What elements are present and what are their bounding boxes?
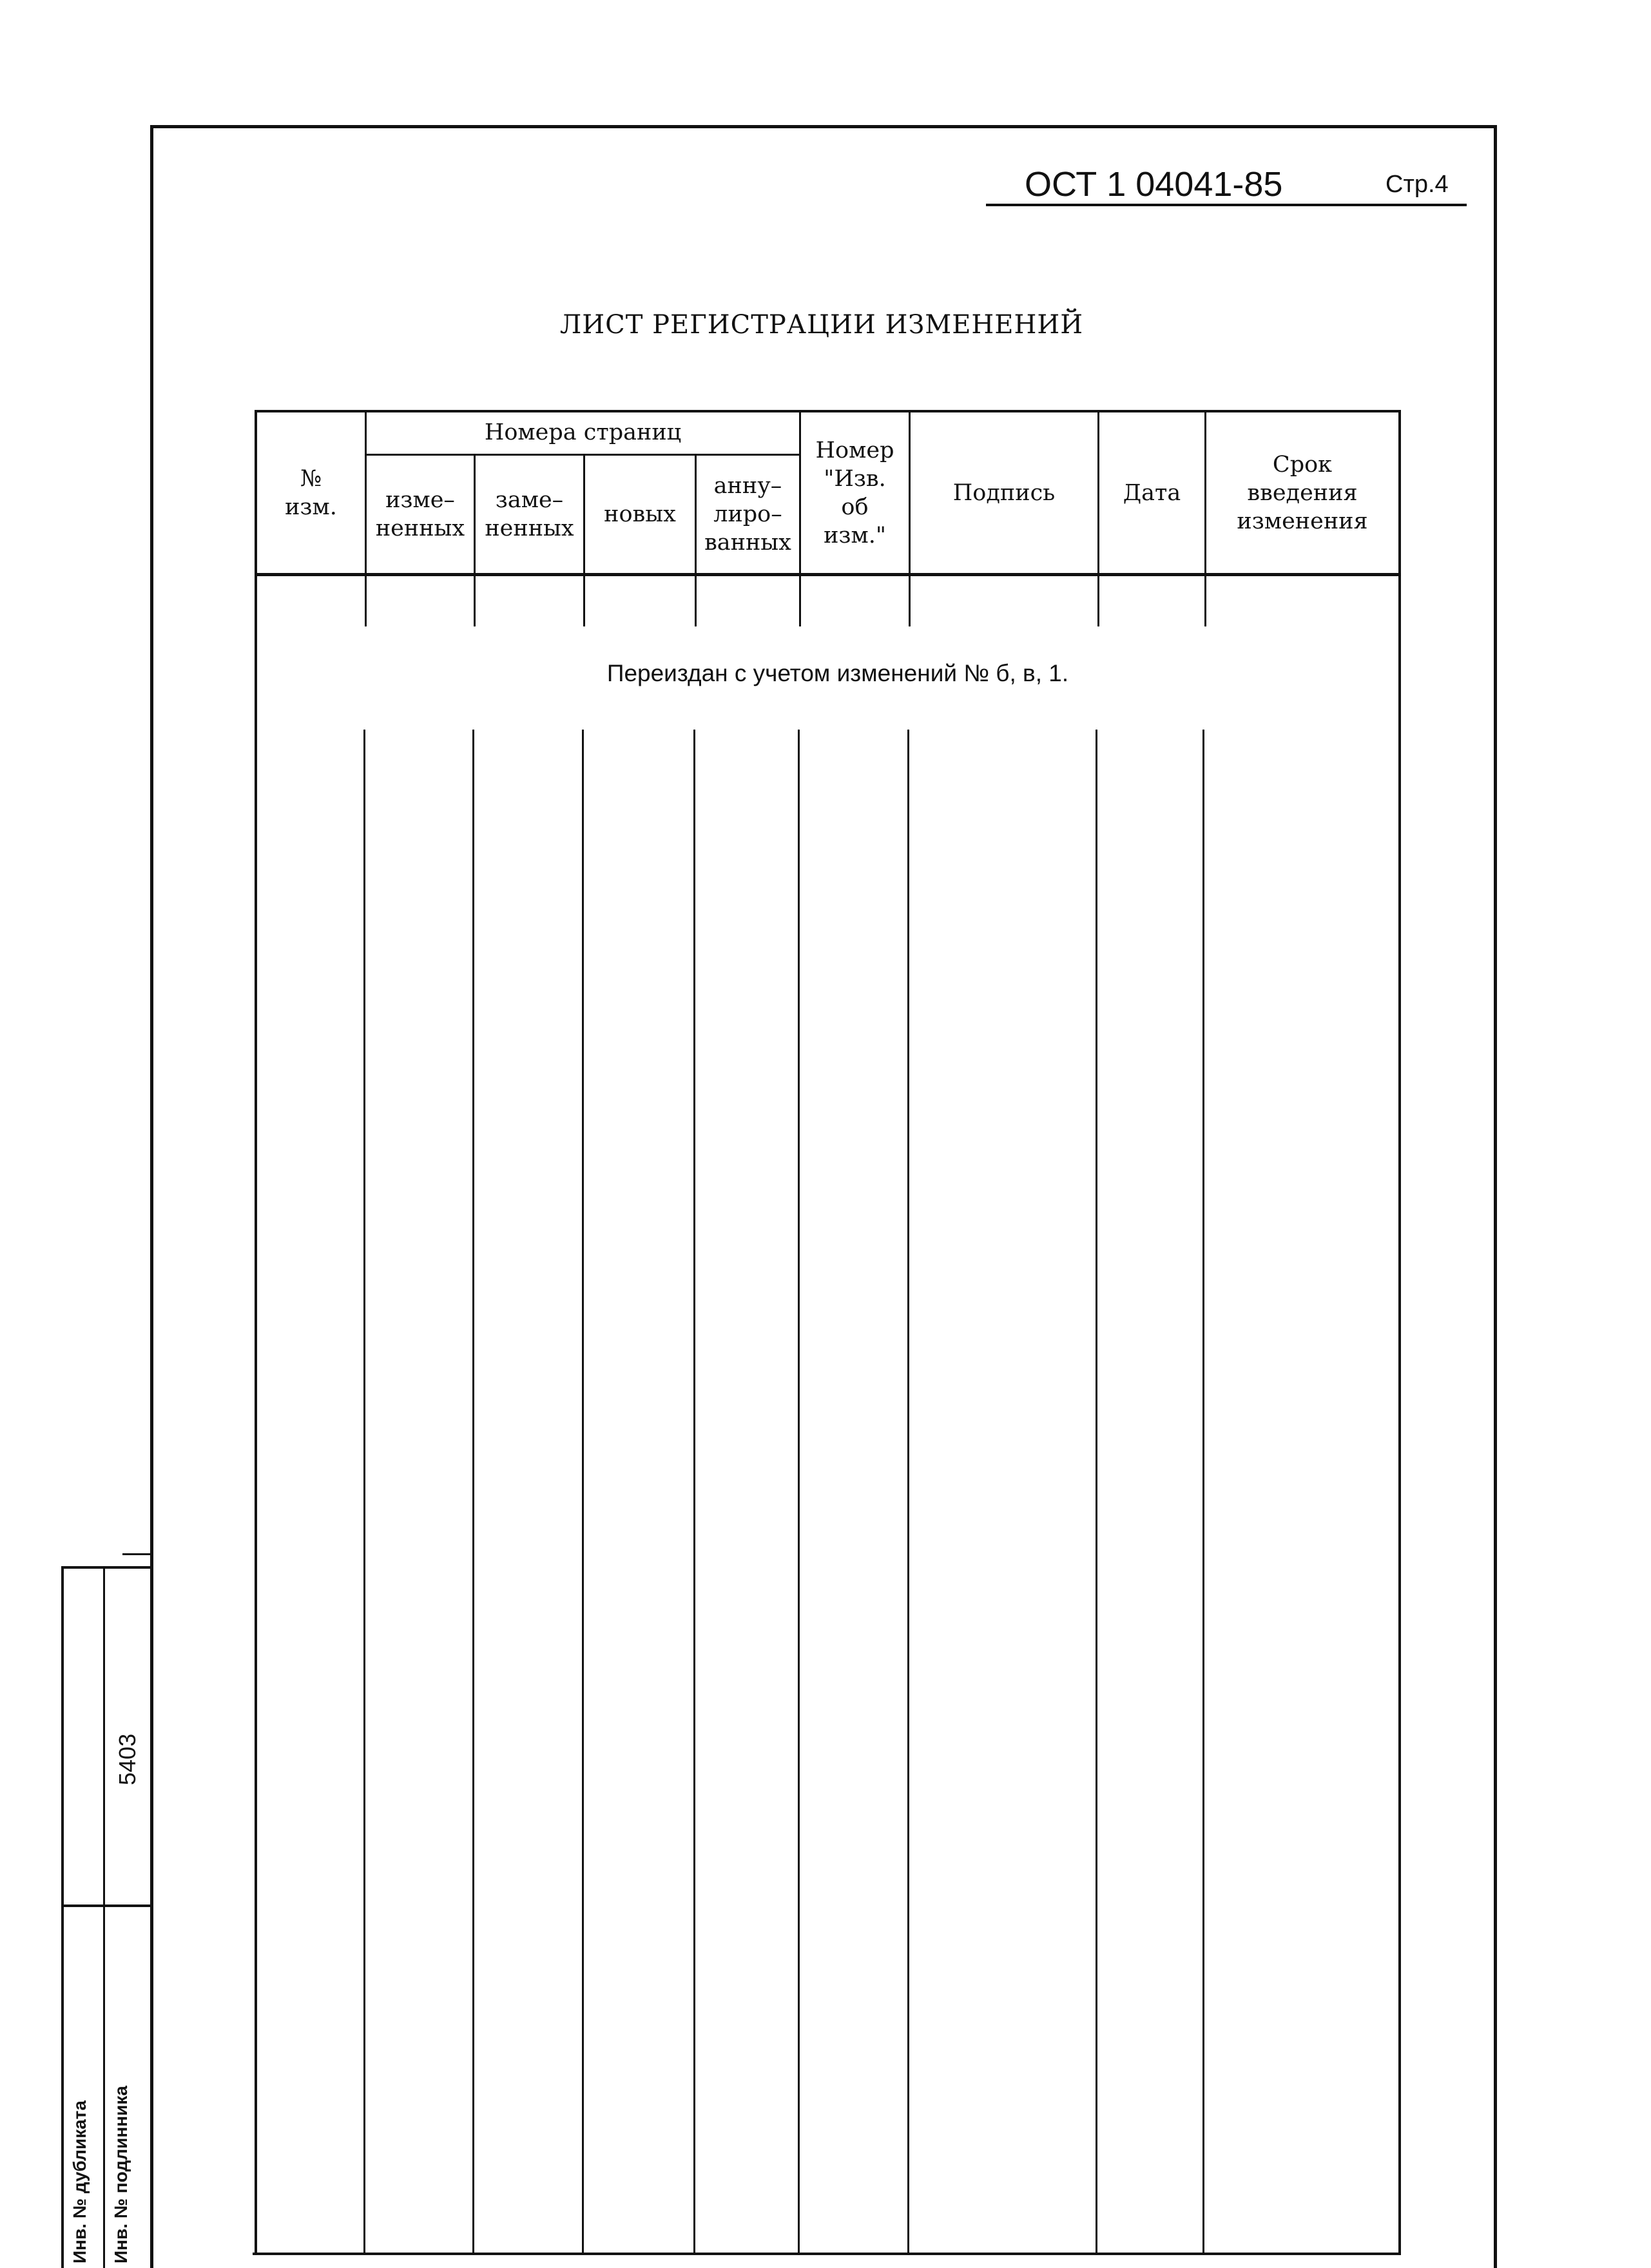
divider (582, 730, 584, 2254)
table-left (255, 410, 257, 2255)
document-number: ОСТ 1 04041-85 (1025, 165, 1283, 204)
doc-number-underline (986, 204, 1467, 206)
original-inventory-label: Инв. № подлинника (111, 2086, 131, 2263)
sheet-title: ЛИСТ РЕГИСТРАЦИИ ИЗМЕНЕНИЙ (559, 310, 1084, 340)
divider (1202, 730, 1204, 2254)
col-header-new: новых (604, 501, 676, 527)
frame-right (1494, 125, 1497, 2268)
stamp-left (61, 1566, 64, 2268)
group-header-page-numbers: Номера страниц (484, 420, 682, 445)
col-header-signature: Подпись (952, 480, 1056, 506)
reissue-note: Переиздан с учетом изменений № б, в, 1. (606, 660, 1069, 686)
col-header-deadline: Срок введения изменения (1237, 451, 1368, 534)
stamp-divider (61, 1905, 151, 1907)
divider (907, 730, 909, 2254)
stamp-top (61, 1566, 151, 1569)
frame-top (150, 125, 1497, 128)
page-number: Стр.4 (1385, 171, 1449, 198)
divider (363, 730, 365, 2254)
col-header-replaced: заме– ненных (485, 487, 574, 541)
divider (1096, 730, 1097, 2254)
divider (798, 730, 800, 2254)
col-header-change-no: № изм. (285, 465, 337, 520)
table-right (1398, 410, 1401, 2255)
divider (693, 730, 695, 2254)
divider (472, 730, 474, 2254)
table-bottom (253, 2253, 1401, 2255)
duplicate-inventory-label: Инв. № дубликата (70, 2100, 90, 2263)
stamp-middle (103, 1566, 105, 2268)
original-inventory-number: 5403 (114, 1733, 140, 1785)
stamp-notch (122, 1553, 151, 1555)
col-header-annulled: анну– лиро– ванных (704, 473, 791, 556)
col-header-changed: изме– ненных (375, 487, 465, 541)
col-header-date: Дата (1123, 480, 1181, 506)
frame-left (150, 125, 153, 2268)
table-header-bottom (256, 573, 1401, 576)
col-header-notice-no: Номер "Изв. об изм." (815, 437, 894, 548)
